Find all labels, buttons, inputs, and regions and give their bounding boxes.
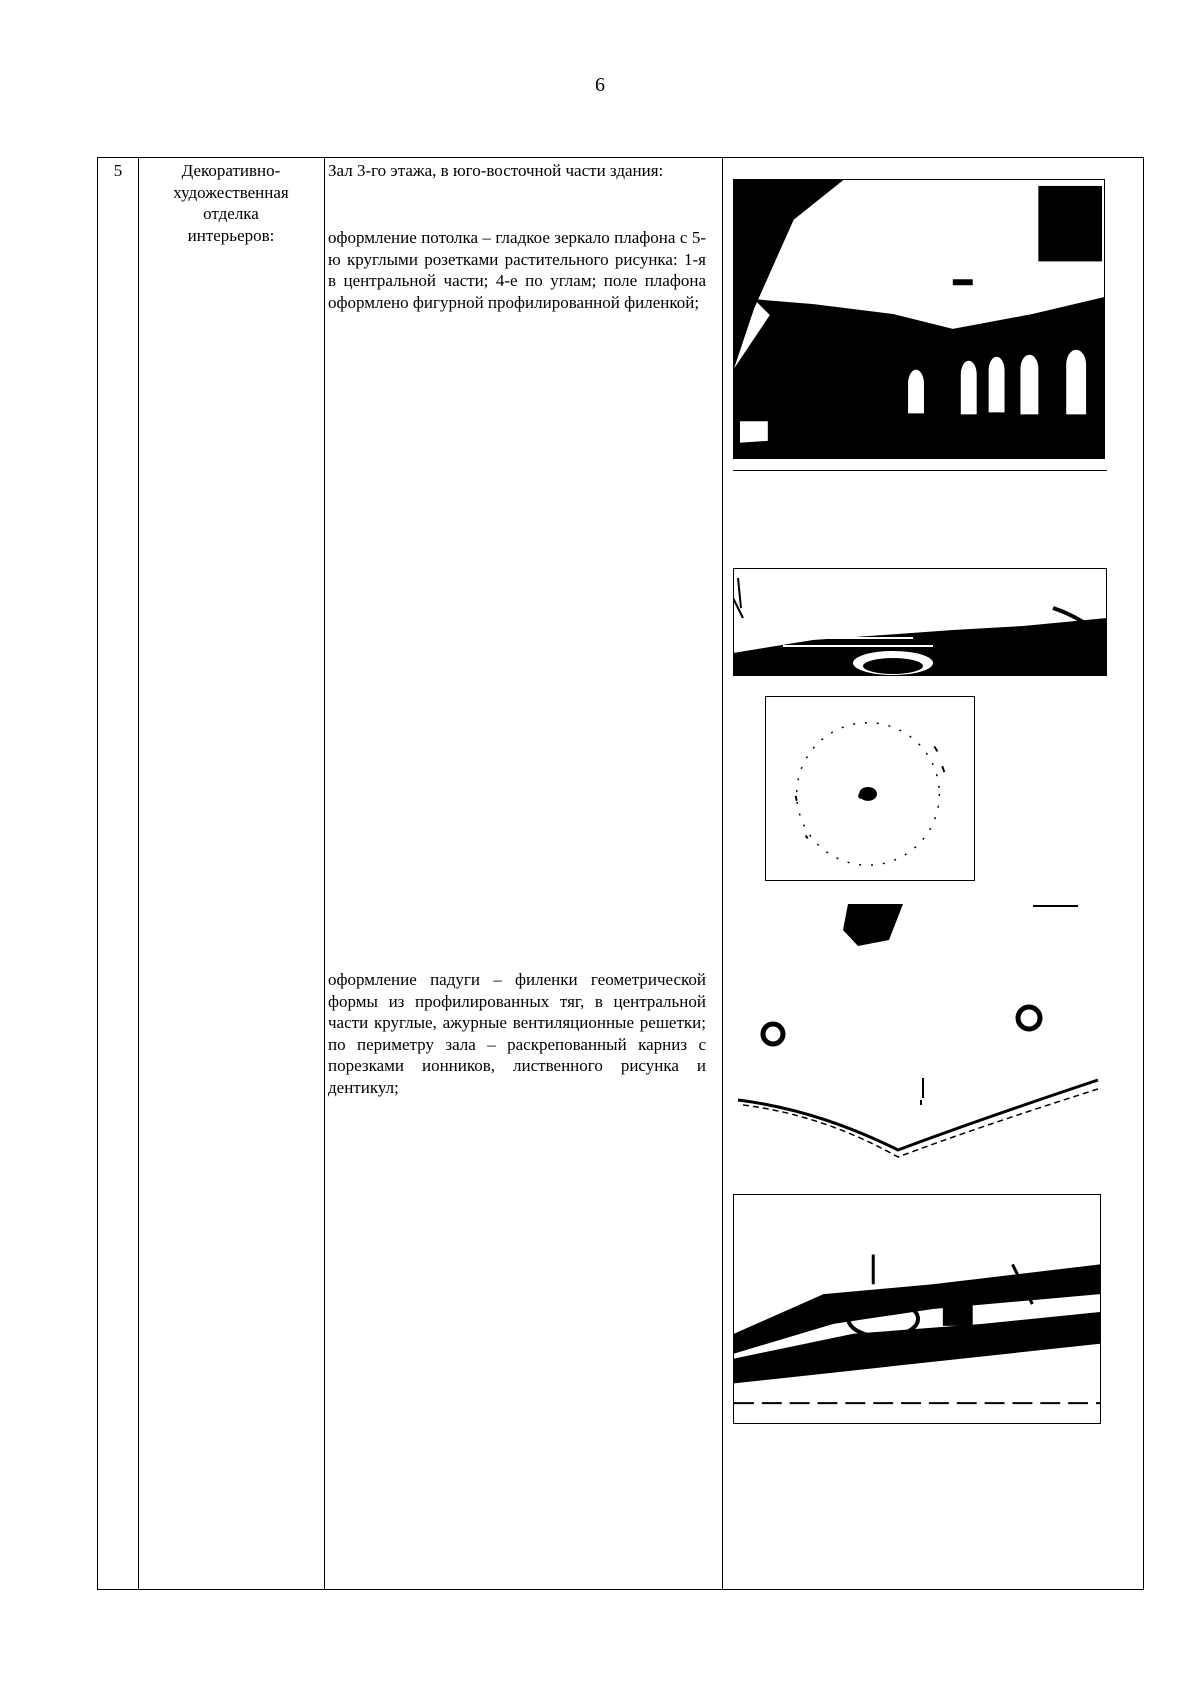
padug-paragraph: оформление падуги – филенки геометрической формы из профилированных тяг, в центральной части круглые, ажурные вентиляционные решетки; по периметру зала – раскрепованный карниз с порезками ионников, лиственного рисунка и дентикул; xyxy=(328,970,706,1097)
category-line: интерьеров: xyxy=(187,225,275,245)
page-number: 6 xyxy=(595,74,605,96)
category-line: художественная xyxy=(173,182,289,202)
monument-subject-table xyxy=(97,157,1144,1590)
padug-panels-photo xyxy=(733,900,1107,1172)
location-paragraph: Зал 3-го этажа, в юго-восточной части здания: xyxy=(328,161,664,180)
ceiling-description xyxy=(328,227,706,313)
column-divider xyxy=(138,158,139,1589)
category-cell xyxy=(140,160,322,246)
category-line: отделка xyxy=(203,204,259,223)
row-number: 5 xyxy=(113,161,123,180)
column-divider xyxy=(722,158,723,1589)
padug-description xyxy=(328,969,706,1098)
photo-divider xyxy=(733,470,1107,471)
hall-ceiling-overview-photo xyxy=(733,179,1105,459)
cornice-photo xyxy=(733,1194,1101,1424)
ceiling-paragraph: оформление потолка – гладкое зеркало плафона с 5-ю круглыми розетками растительного рисунка: 1-я в центральной части; 4-е по углам; поле плафона оформлено фигурной профилированной филенкой; xyxy=(328,228,706,312)
category-line: Декоративно- xyxy=(181,161,281,180)
column-divider xyxy=(324,158,325,1589)
ceiling-corner-photo xyxy=(733,568,1107,676)
location-text xyxy=(328,160,706,182)
central-rosette-photo xyxy=(765,696,975,881)
